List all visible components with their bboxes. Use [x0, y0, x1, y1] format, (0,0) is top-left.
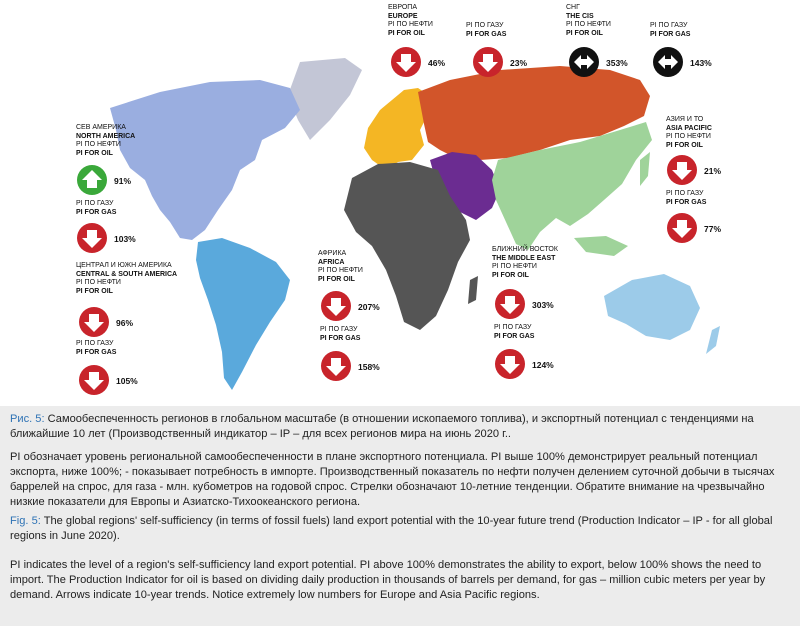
asia-gas-label: PI ПО ГАЗУ PI FOR GAS	[666, 190, 707, 206]
south-america-gas-down-arrow-icon	[78, 364, 110, 396]
africa-label: АФРИКА AFRICA PI ПО НЕФТИ PI FOR OIL	[318, 250, 363, 283]
africa-oil-down-arrow-icon	[320, 290, 352, 322]
middle-east-gas-label: PI ПО ГАЗУ PI FOR GAS	[494, 324, 535, 340]
caption-ru-paragraph: PI обозначает уровень региональной самообеспеченности в плане экспортного потенциала. PI выше 100% демонстрирует реальный потенциал экспорта, ниже 100%; - показывает потребность в импорте. Производственный показатель по нефти получен делением суточной добычи в тысячах баррелей на спрос, для газа - млн. кубометров на годовой спрос. Стрелки обозначают 10-летние тенденции. Обратите внимание на чрезвычайно низкие показатели для Европы и Азиатско-Тихоокеанского региона.	[10, 451, 775, 508]
greenland-shape	[288, 58, 362, 140]
asia-oil-pct: 21%	[704, 166, 722, 176]
southeast-asia-islands-shape	[574, 236, 628, 256]
caption-ru-fig-text: Самообеспеченность регионов в глобальном масштабе (в отношении ископаемого топлива), и экспортный потенциал с тенденциями на ближайшие 10 лет (Производственный индикатор – IP – для всех регионов мира на июнь 2020 г..	[10, 413, 754, 440]
north-america-label: СЕВ АМЕРИКА NORTH AMERICA PI ПО НЕФТИ PI FOR OIL	[76, 124, 136, 157]
middle-east-oil-pct: 303%	[532, 300, 554, 310]
middle-east-gas-pct: 124%	[532, 360, 554, 370]
europe-oil-down-arrow-icon	[390, 46, 422, 78]
caption-en-figure	[10, 514, 790, 544]
cis-gas-both-arrow-icon	[652, 46, 684, 78]
caption-en-fig-text: The global regions' self-sufficiency (in terms of fossil fuels) land export potential with the 10-year future trend (Production Indicator – IP - for all global regions in June 2020).	[10, 515, 773, 542]
north-america-gas-down-arrow-icon	[76, 222, 108, 254]
south-america-gas-label: PI ПО ГАЗУ PI FOR GAS	[76, 340, 117, 356]
middle-east-oil-down-arrow-icon	[494, 288, 526, 320]
asia-gas-down-arrow-icon	[666, 212, 698, 244]
madagascar-shape	[468, 276, 478, 304]
new-zealand-shape	[706, 326, 720, 354]
north-america-shape	[110, 80, 300, 240]
africa-gas-pct: 158%	[358, 362, 380, 372]
cis-oil-pct: 353%	[606, 58, 628, 68]
europe-gas-pct: 23%	[510, 58, 528, 68]
cis-gas-label: PI ПО ГАЗУ PI FOR GAS	[650, 22, 691, 38]
south-america-shape	[196, 238, 290, 390]
japan-shape	[640, 152, 650, 186]
europe-gas-down-arrow-icon	[472, 46, 504, 78]
north-america-oil-pct: 91%	[114, 176, 132, 186]
europe-oil-pct: 46%	[428, 58, 446, 68]
asia-oil-down-arrow-icon	[666, 154, 698, 186]
caption-panel	[0, 406, 800, 626]
europe-gas-label: PI ПО ГАЗУ PI FOR GAS	[466, 22, 507, 38]
south-america-gas-pct: 105%	[116, 376, 138, 386]
cis-label: СНГ THE CIS PI ПО НЕФТИ PI FOR OIL	[566, 4, 611, 37]
australia-shape	[604, 274, 700, 340]
north-america-gas-label: PI ПО ГАЗУ PI FOR GAS	[76, 200, 117, 216]
caption-en-fig-label: Fig. 5:	[10, 515, 41, 527]
europe-label: ЕВРОПА EUROPE PI ПО НЕФТИ PI FOR OIL	[388, 4, 433, 37]
cis-gas-pct: 143%	[690, 58, 712, 68]
north-america-gas-pct: 103%	[114, 234, 136, 244]
south-america-label: ЦЕНТРАЛ И ЮЖН АМЕРИКА CENTRAL & SOUTH AMERICA PI ПО НЕФТИ PI FOR OIL	[76, 262, 178, 295]
africa-oil-pct: 207%	[358, 302, 380, 312]
asia-label: АЗИЯ И ТО ASIA PACIFIC PI ПО НЕФТИ PI FOR OIL	[666, 116, 712, 149]
middle-east-label: БЛИЖНИЙ ВОСТОК THE MIDDLE EAST PI ПО НЕФТИ PI FOR OIL	[492, 246, 558, 279]
cis-oil-both-arrow-icon	[568, 46, 600, 78]
africa-gas-down-arrow-icon	[320, 350, 352, 382]
caption-en-paragraph: PI indicates the level of a region's self-sufficiency land export potential. PI above 100% demonstrates the ability to export, below 100% shows the need to import. The Production Indicator for oil is based on dividing daily production in thousands of barrels per demand, for gas – million cubic meters per year by demand. Arrows indicate 10-year trends. Notice extremely low numbers for Europe and Asia Pacific regions.	[10, 559, 766, 601]
africa-gas-label: PI ПО ГАЗУ PI FOR GAS	[320, 326, 361, 342]
north-america-oil-up-arrow-icon	[76, 164, 108, 196]
asia-gas-pct: 77%	[704, 224, 722, 234]
south-america-oil-pct: 96%	[116, 318, 134, 328]
caption-ru-figure	[10, 412, 790, 442]
middle-east-gas-down-arrow-icon	[494, 348, 526, 380]
caption-ru-fig-label: Рис. 5:	[10, 413, 45, 425]
south-america-oil-down-arrow-icon	[78, 306, 110, 338]
